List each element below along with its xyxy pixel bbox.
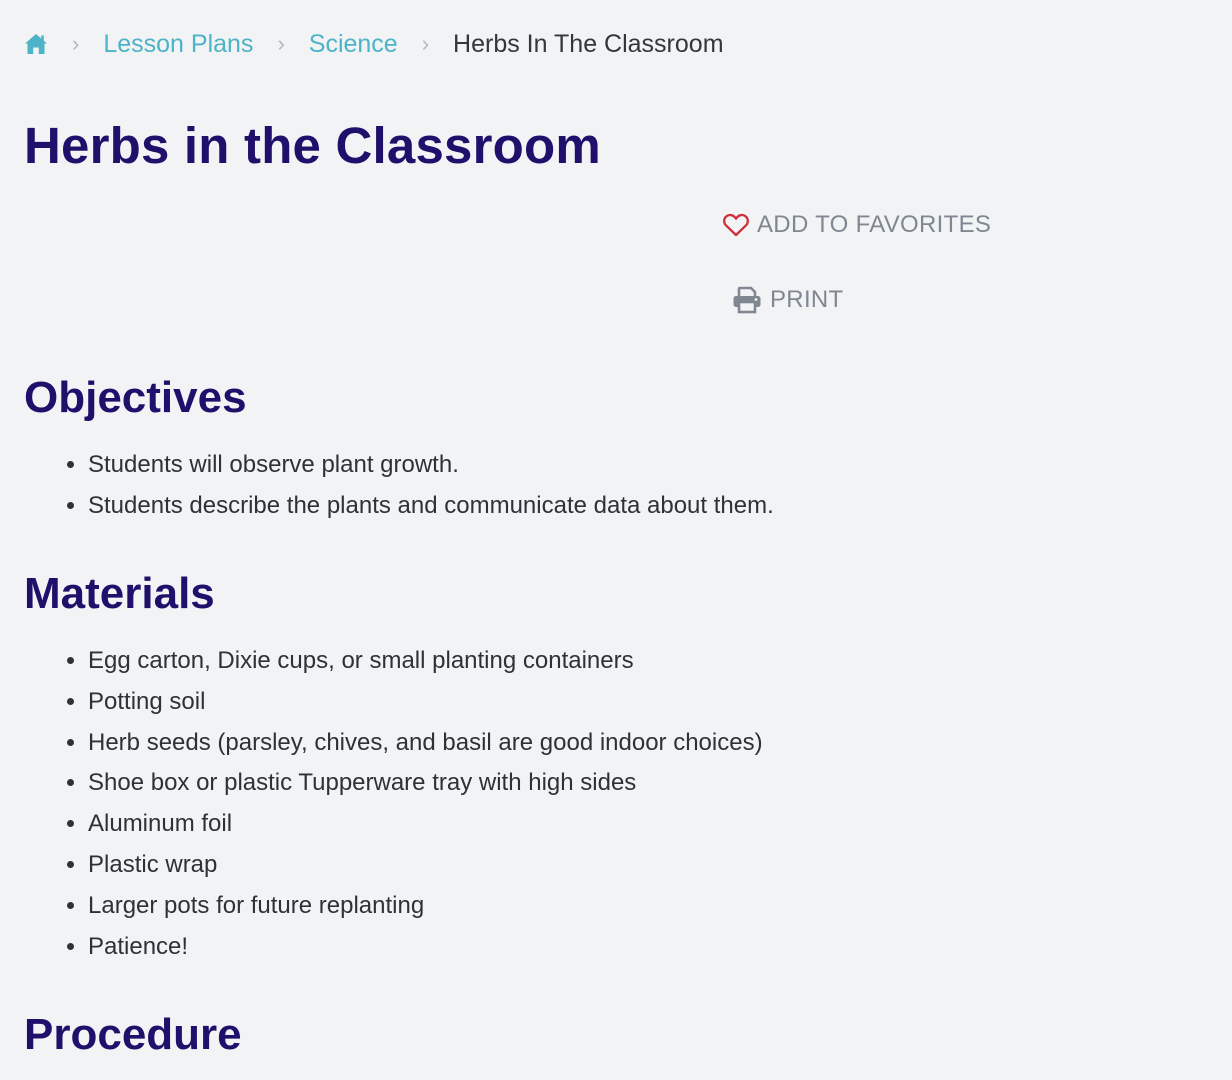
breadcrumb-lesson-plans-link[interactable]: Lesson Plans (103, 29, 254, 58)
add-to-favorites-button[interactable] (723, 211, 991, 239)
print-button[interactable] (732, 286, 844, 314)
list-item: • Potting soil (88, 682, 763, 723)
list-item: • Patience! (88, 927, 763, 968)
materials-heading: Materials (24, 569, 215, 618)
list-item: • Herb seeds (parsley, chives, and basil are good indoor choices) (88, 723, 763, 764)
list-item: • Plastic wrap (88, 845, 763, 886)
procedure-heading: Procedure (24, 1010, 242, 1059)
printer-icon (732, 286, 762, 314)
materials-list (58, 641, 763, 967)
list-item: • Students will observe plant growth. (88, 445, 774, 486)
list-item: • Larger pots for future replanting (88, 886, 763, 927)
list-item: • Shoe box or plastic Tupperware tray with high sides (88, 763, 763, 804)
print-label: PRINT (770, 286, 844, 313)
heart-icon (723, 213, 749, 237)
list-item: • Aluminum foil (88, 804, 763, 845)
list-item: • Students describe the plants and communicate data about them. (88, 486, 774, 527)
breadcrumb-separator: › (421, 31, 430, 56)
breadcrumb-separator: › (72, 31, 80, 56)
breadcrumb-home-link[interactable] (24, 32, 48, 56)
page-title: Herbs in the Classroom (24, 117, 601, 174)
breadcrumb (24, 28, 724, 60)
add-to-favorites-label: ADD TO FAVORITES (757, 211, 992, 238)
home-icon (24, 33, 48, 55)
breadcrumb-separator: › (277, 31, 285, 56)
breadcrumb-science-link[interactable]: Science (308, 29, 398, 58)
objectives-list (58, 445, 774, 527)
breadcrumb-current-page: Herbs In The Classroom (453, 29, 724, 58)
list-item: • Egg carton, Dixie cups, or small planting containers (88, 641, 763, 682)
objectives-heading: Objectives (24, 373, 247, 422)
